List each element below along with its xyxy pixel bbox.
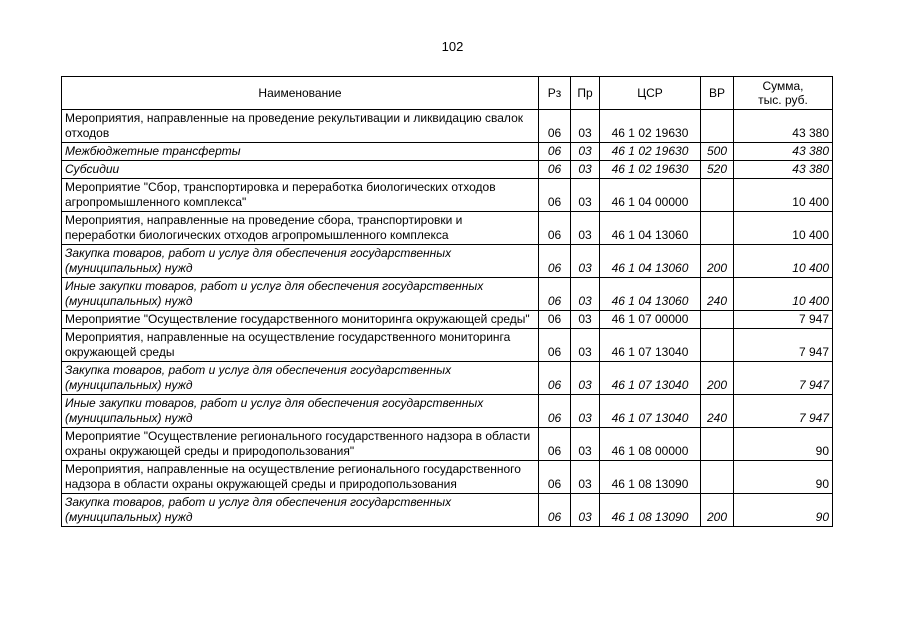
- header-sum: Сумма, тыс. руб.: [734, 77, 833, 110]
- cell-pr: 03: [571, 278, 600, 311]
- cell-sum: 7 947: [734, 329, 833, 362]
- cell-vr: 240: [701, 395, 734, 428]
- cell-name: Мероприятия, направленные на осуществление государственного мониторинга окружающей среды: [62, 329, 539, 362]
- cell-rz: 06: [539, 461, 571, 494]
- cell-vr: [701, 179, 734, 212]
- cell-pr: 03: [571, 110, 600, 143]
- cell-name: Мероприятие "Осуществление государственного мониторинга окружающей среды": [62, 311, 539, 329]
- table-row: [62, 161, 833, 179]
- cell-rz: 06: [539, 395, 571, 428]
- cell-vr: [701, 311, 734, 329]
- cell-pr: 03: [571, 395, 600, 428]
- cell-csr: 46 1 04 00000: [600, 179, 701, 212]
- cell-name: Иные закупки товаров, работ и услуг для обеспечения государственных (муниципальных) нужд: [62, 278, 539, 311]
- cell-rz: 06: [539, 161, 571, 179]
- cell-rz: 06: [539, 179, 571, 212]
- cell-pr: 03: [571, 245, 600, 278]
- cell-csr: 46 1 02 19630: [600, 161, 701, 179]
- cell-pr: 03: [571, 461, 600, 494]
- cell-name: Субсидии: [62, 161, 539, 179]
- cell-vr: [701, 461, 734, 494]
- cell-csr: 46 1 08 13090: [600, 494, 701, 527]
- cell-vr: 200: [701, 245, 734, 278]
- cell-vr: 200: [701, 494, 734, 527]
- cell-rz: 06: [539, 311, 571, 329]
- cell-vr: 520: [701, 161, 734, 179]
- table-row: [62, 110, 833, 143]
- cell-vr: [701, 428, 734, 461]
- table-row: [62, 461, 833, 494]
- table-row: [62, 179, 833, 212]
- cell-rz: 06: [539, 245, 571, 278]
- cell-csr: 46 1 04 13060: [600, 212, 701, 245]
- cell-pr: 03: [571, 362, 600, 395]
- cell-sum: 43 380: [734, 161, 833, 179]
- table-row: [62, 329, 833, 362]
- cell-rz: 06: [539, 278, 571, 311]
- cell-rz: 06: [539, 143, 571, 161]
- cell-csr: 46 1 07 13040: [600, 395, 701, 428]
- table-row: [62, 245, 833, 278]
- page-number: 102: [441, 39, 464, 54]
- cell-name: Мероприятия, направленные на осуществление регионального государственного надзора в области охраны окружающей среды и природопользования: [62, 461, 539, 494]
- cell-name: Мероприятия, направленные на проведение сбора, транспортировки и переработки биологических отходов агропромышленного комплекса: [62, 212, 539, 245]
- cell-csr: 46 1 02 19630: [600, 110, 701, 143]
- cell-pr: 03: [571, 311, 600, 329]
- cell-csr: 46 1 02 19630: [600, 143, 701, 161]
- table-row: [62, 212, 833, 245]
- cell-rz: 06: [539, 212, 571, 245]
- cell-csr: 46 1 08 13090: [600, 461, 701, 494]
- table-header-row: [62, 77, 833, 110]
- cell-pr: 03: [571, 428, 600, 461]
- cell-name: Мероприятие "Осуществление регионального государственного надзора в области охраны окружающей среды и природопользования": [62, 428, 539, 461]
- cell-name: Закупка товаров, работ и услуг для обеспечения государственных (муниципальных) нужд: [62, 494, 539, 527]
- cell-vr: [701, 110, 734, 143]
- cell-csr: 46 1 07 13040: [600, 329, 701, 362]
- table-row: [62, 428, 833, 461]
- cell-csr: 46 1 08 00000: [600, 428, 701, 461]
- cell-rz: 06: [539, 494, 571, 527]
- cell-pr: 03: [571, 179, 600, 212]
- cell-sum: 90: [734, 428, 833, 461]
- cell-sum: 90: [734, 494, 833, 527]
- cell-name: Мероприятия, направленные на проведение рекультивации и ликвидацию свалок отходов: [62, 110, 539, 143]
- cell-name: Закупка товаров, работ и услуг для обеспечения государственных (муниципальных) нужд: [62, 362, 539, 395]
- table-row: [62, 362, 833, 395]
- table-row: [62, 311, 833, 329]
- header-pr: Пр: [571, 77, 600, 110]
- cell-name: Закупка товаров, работ и услуг для обеспечения государственных (муниципальных) нужд: [62, 245, 539, 278]
- cell-rz: 06: [539, 428, 571, 461]
- table-row: [62, 278, 833, 311]
- cell-rz: 06: [539, 362, 571, 395]
- cell-csr: 46 1 04 13060: [600, 245, 701, 278]
- cell-name: Мероприятие "Сбор, транспортировка и переработка биологических отходов агропромышленного комплекса": [62, 179, 539, 212]
- cell-pr: 03: [571, 329, 600, 362]
- header-name: Наименование: [62, 77, 539, 110]
- cell-pr: 03: [571, 143, 600, 161]
- cell-sum: 7 947: [734, 395, 833, 428]
- cell-sum: 90: [734, 461, 833, 494]
- cell-vr: 200: [701, 362, 734, 395]
- cell-rz: 06: [539, 110, 571, 143]
- header-vr: ВР: [701, 77, 734, 110]
- cell-name: Иные закупки товаров, работ и услуг для обеспечения государственных (муниципальных) нужд: [62, 395, 539, 428]
- cell-csr: 46 1 07 00000: [600, 311, 701, 329]
- cell-pr: 03: [571, 161, 600, 179]
- cell-vr: 500: [701, 143, 734, 161]
- cell-vr: [701, 329, 734, 362]
- budget-table: [61, 76, 833, 527]
- cell-name: Межбюджетные трансферты: [62, 143, 539, 161]
- header-csr: ЦСР: [600, 77, 701, 110]
- cell-sum: 10 400: [734, 179, 833, 212]
- table-row: [62, 395, 833, 428]
- cell-sum: 7 947: [734, 311, 833, 329]
- table-row: [62, 494, 833, 527]
- cell-pr: 03: [571, 212, 600, 245]
- cell-sum: 10 400: [734, 245, 833, 278]
- cell-csr: 46 1 04 13060: [600, 278, 701, 311]
- header-rz: Рз: [539, 77, 571, 110]
- cell-sum: 43 380: [734, 110, 833, 143]
- cell-vr: [701, 212, 734, 245]
- cell-csr: 46 1 07 13040: [600, 362, 701, 395]
- cell-sum: 10 400: [734, 212, 833, 245]
- cell-sum: 10 400: [734, 278, 833, 311]
- cell-rz: 06: [539, 329, 571, 362]
- table-row: [62, 143, 833, 161]
- cell-vr: 240: [701, 278, 734, 311]
- cell-pr: 03: [571, 494, 600, 527]
- cell-sum: 43 380: [734, 143, 833, 161]
- cell-sum: 7 947: [734, 362, 833, 395]
